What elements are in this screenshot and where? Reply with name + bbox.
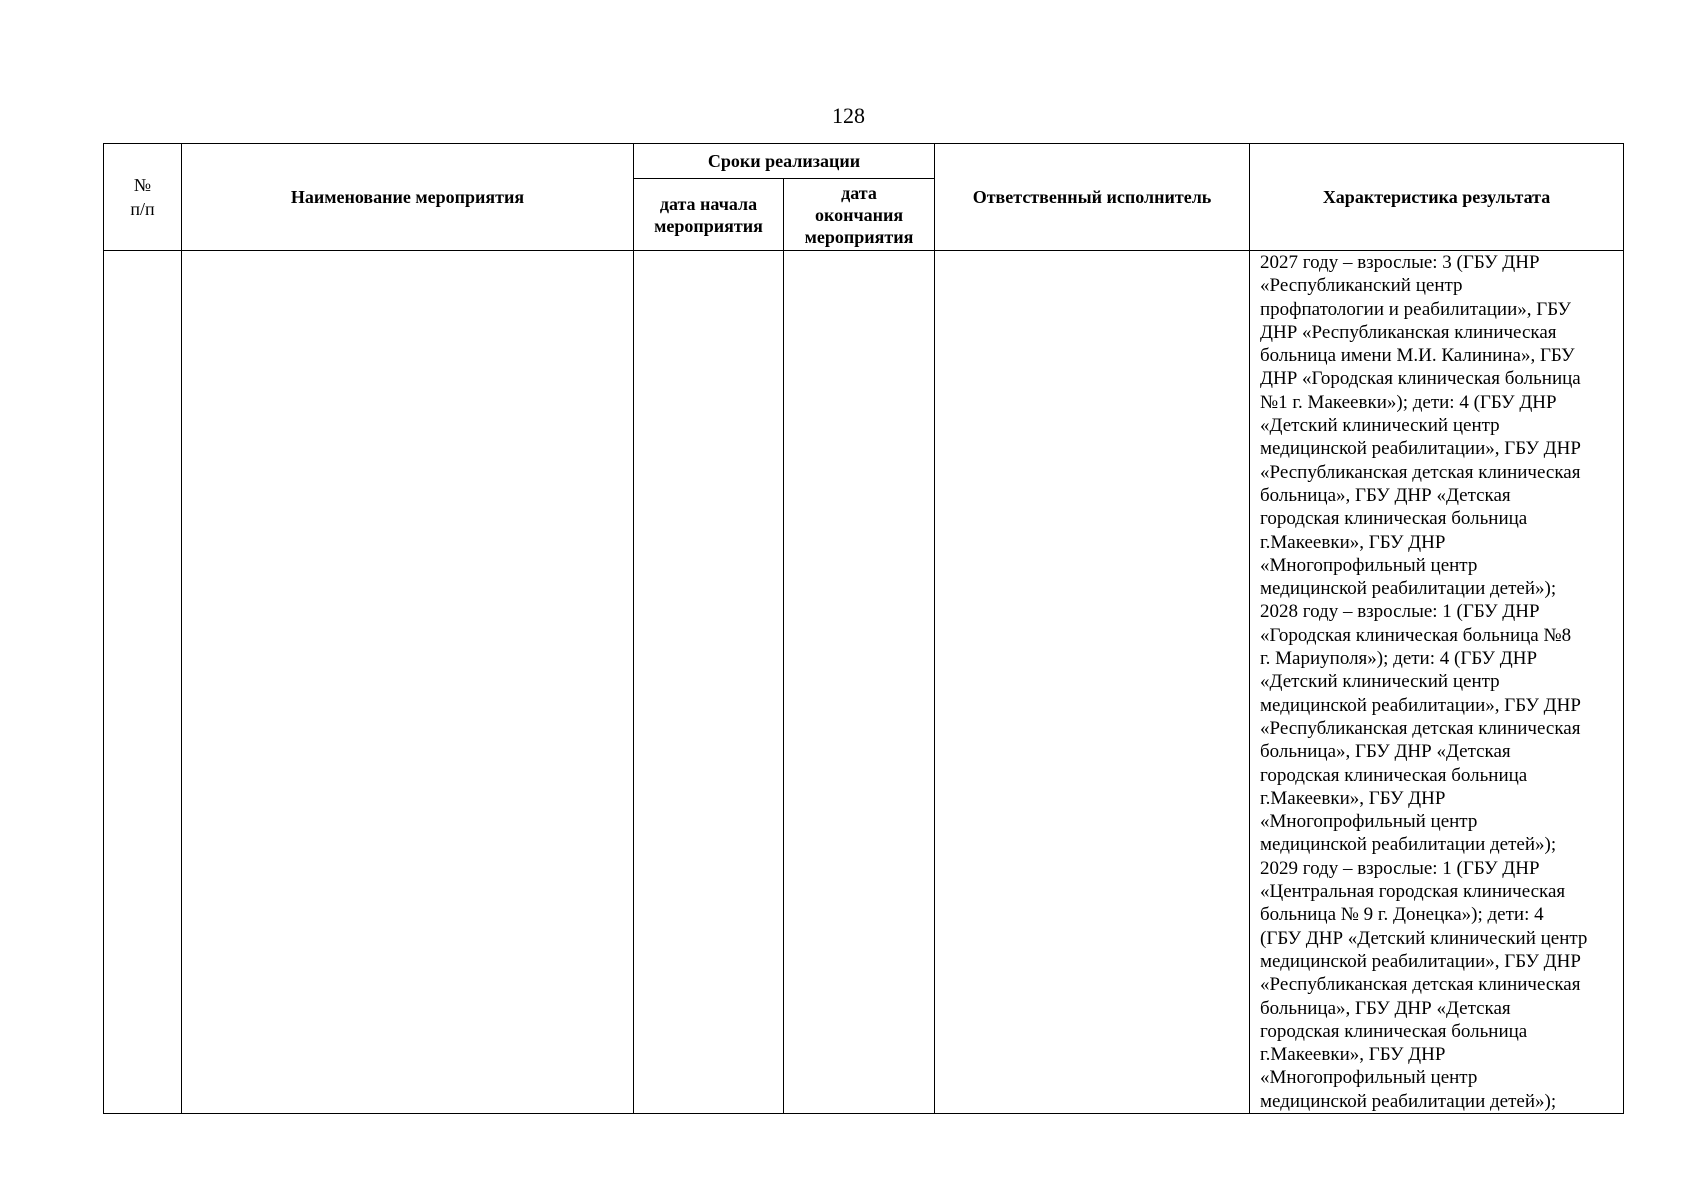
result-text-line: медицинской реабилитации детей»); bbox=[1260, 1090, 1557, 1112]
header-name: Наименование мероприятия bbox=[182, 144, 634, 251]
result-text-line: 2028 году – взрослые: 1 (ГБУ ДНР bbox=[1260, 601, 1540, 623]
table-row bbox=[104, 251, 1624, 1114]
cell-name bbox=[182, 251, 634, 1114]
cell-start-date bbox=[634, 251, 784, 1114]
header-number-line1: № bbox=[133, 175, 152, 195]
result-text-line: «Многопрофильный центр bbox=[1260, 1067, 1478, 1089]
result-text-line: №1 г. Макеевки»); дети: 4 (ГБУ ДНР bbox=[1260, 391, 1557, 413]
result-text-line: «Республиканский центр bbox=[1260, 275, 1463, 297]
result-text-line: больница № 9 г. Донецка»); дети: 4 bbox=[1260, 904, 1544, 926]
result-text-line: городская клиническая больница bbox=[1260, 1020, 1528, 1042]
result-text-line: «Центральная городская клиническая bbox=[1260, 881, 1566, 903]
result-text-line: «Городская клиническая больница №8 bbox=[1260, 624, 1572, 646]
header-start-line2: мероприятия bbox=[654, 215, 763, 236]
result-text-line: медицинской реабилитации детей»); bbox=[1260, 834, 1557, 856]
result-text-line: «Республиканская детская клиническая bbox=[1260, 717, 1581, 739]
result-text-line: г. Мариуполя»); дети: 4 (ГБУ ДНР bbox=[1260, 648, 1538, 670]
measures-table bbox=[103, 143, 1624, 1114]
result-text-line: 2029 году – взрослые: 1 (ГБУ ДНР bbox=[1260, 857, 1540, 879]
header-start-date bbox=[634, 179, 784, 251]
header-end-date bbox=[784, 179, 935, 251]
header-row-top bbox=[104, 144, 1624, 179]
result-text-line: «Многопрофильный центр bbox=[1260, 554, 1478, 576]
result-text-line: городская клиническая больница bbox=[1260, 764, 1528, 786]
header-period: Сроки реализации bbox=[634, 144, 935, 179]
result-text-line: ДНР «Республиканская клиническая bbox=[1260, 321, 1557, 343]
header-end-line1: дата bbox=[841, 182, 877, 203]
result-text-line: «Многопрофильный центр bbox=[1260, 811, 1478, 833]
result-text-line: (ГБУ ДНР «Детский клинический центр bbox=[1260, 927, 1588, 949]
result-text-line: медицинской реабилитации», ГБУ ДНР bbox=[1260, 950, 1581, 972]
page-number: 128 bbox=[832, 103, 865, 128]
result-text-line: больница», ГБУ ДНР «Детская bbox=[1260, 484, 1511, 506]
cell-number bbox=[104, 251, 182, 1114]
result-text-line: больница», ГБУ ДНР «Детская bbox=[1260, 997, 1511, 1019]
result-text-line: больница», ГБУ ДНР «Детская bbox=[1260, 741, 1511, 763]
result-text-line: городская клиническая больница bbox=[1260, 508, 1528, 530]
result-text-line: 2027 году – взрослые: 3 (ГБУ ДНР bbox=[1260, 252, 1540, 273]
result-text-line: г.Макеевки», ГБУ ДНР bbox=[1260, 1044, 1446, 1066]
table-header bbox=[104, 144, 1624, 251]
header-number bbox=[104, 144, 182, 251]
result-text-line: медицинской реабилитации», ГБУ ДНР bbox=[1260, 694, 1581, 716]
result-text-line: г.Макеевки», ГБУ ДНР bbox=[1260, 531, 1446, 553]
header-result: Характеристика результата bbox=[1250, 144, 1624, 251]
header-end-line3: мероприятия bbox=[804, 226, 914, 247]
result-text-line: профпатологии и реабилитации», ГБУ bbox=[1260, 298, 1571, 320]
result-text-line: «Детский клинический центр bbox=[1260, 415, 1500, 437]
result-text-line: медицинской реабилитации детей»); bbox=[1260, 578, 1557, 600]
header-end-line2: окончания bbox=[814, 204, 904, 225]
header-responsible: Ответственный исполнитель bbox=[935, 144, 1250, 251]
result-text-line: г.Макеевки», ГБУ ДНР bbox=[1260, 787, 1446, 809]
header-number-line2: п/п bbox=[130, 199, 155, 219]
result-text-line: «Республиканская детская клиническая bbox=[1260, 974, 1581, 996]
result-text-line: ДНР «Городская клиническая больница bbox=[1260, 368, 1581, 390]
result-text-line: «Республиканская детская клиническая bbox=[1260, 461, 1581, 483]
result-text-line: «Детский клинический центр bbox=[1260, 671, 1500, 693]
result-text-line: медицинской реабилитации», ГБУ ДНР bbox=[1260, 438, 1581, 460]
cell-responsible bbox=[935, 251, 1250, 1114]
result-text-line: больница имени М.И. Калинина», ГБУ bbox=[1260, 345, 1575, 367]
cell-result bbox=[1250, 251, 1624, 1114]
header-start-line1: дата начала bbox=[659, 193, 758, 214]
cell-end-date bbox=[784, 251, 935, 1114]
